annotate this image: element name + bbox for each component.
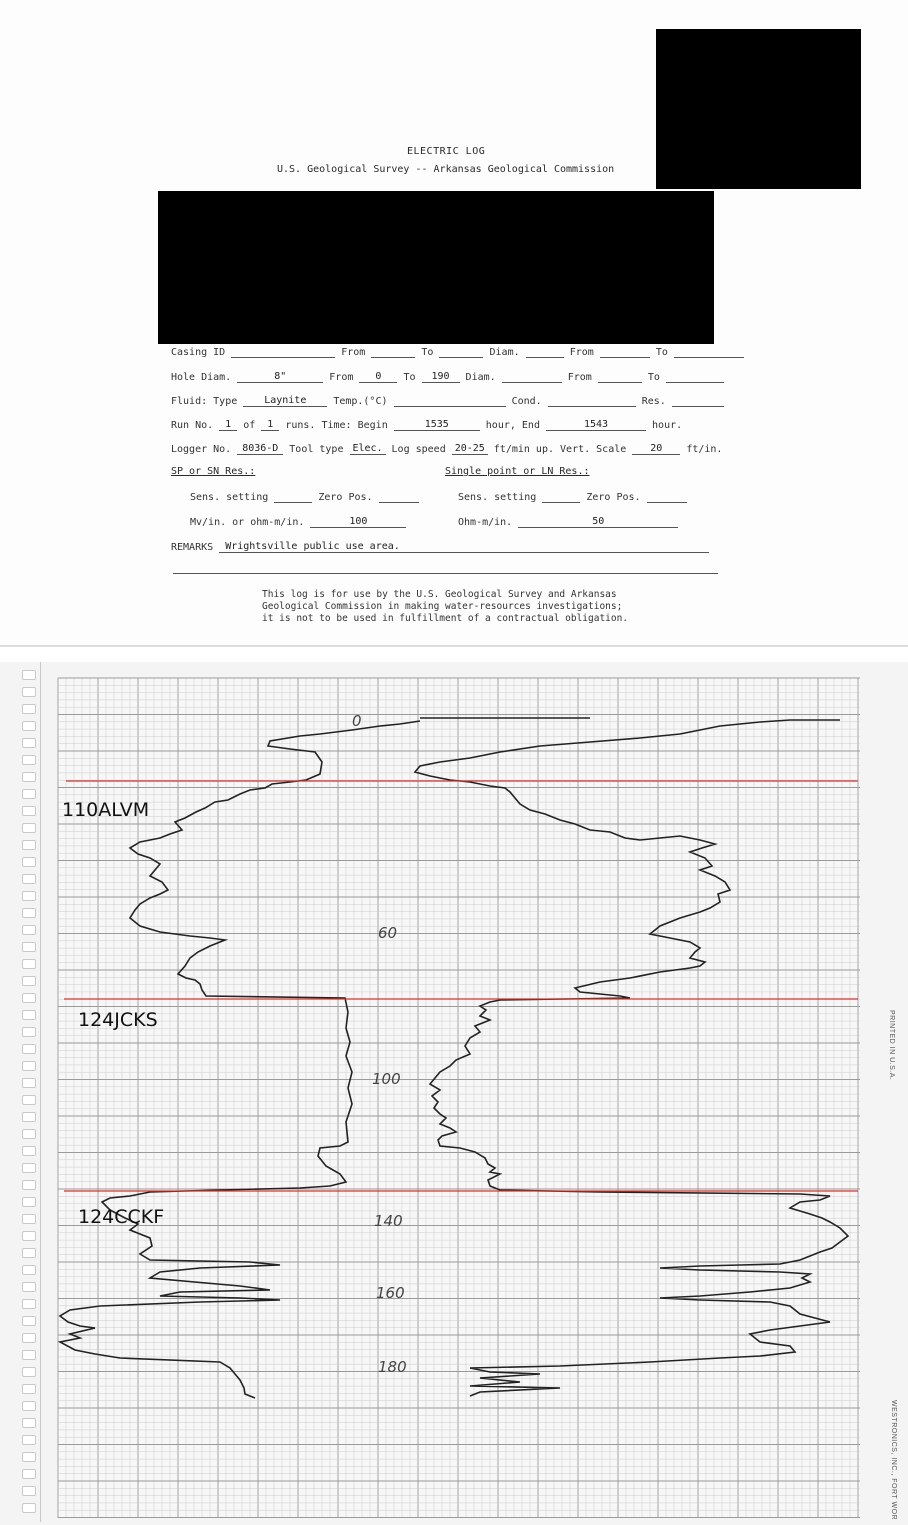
- depth-label: 140: [374, 1212, 403, 1230]
- hole-to2-field: [666, 371, 724, 383]
- casing-to-field: [439, 346, 483, 358]
- hole-diam2-label: Diam.: [465, 372, 496, 383]
- hole-diam-value: 8": [237, 371, 323, 383]
- begin-value: 1535: [394, 419, 480, 431]
- remarks-extra-line: [173, 573, 718, 574]
- depth-label: 180: [378, 1358, 407, 1376]
- casing-to2-label: To: [655, 347, 668, 358]
- tool-label: Tool type: [289, 444, 344, 455]
- temp-field: [394, 395, 506, 407]
- cond-label: Cond.: [511, 396, 542, 407]
- hour-end-label: hour, End: [485, 420, 540, 431]
- disclaimer: [262, 589, 682, 625]
- begin-label: Begin: [357, 420, 388, 431]
- casing-to2-field: [674, 346, 744, 358]
- speed-value: 20-25: [452, 443, 488, 455]
- casing-from-field: [371, 346, 415, 358]
- remarks-label: REMARKS: [171, 542, 214, 553]
- sens-left-row: [190, 491, 419, 503]
- of-value: 1: [261, 419, 279, 431]
- fluid-type-label: Type: [213, 396, 238, 407]
- hole-to2-label: To: [647, 372, 660, 383]
- runs-label: runs.: [285, 420, 316, 431]
- edge-print-text: WESTRONICS, INC., FORT WOR: [890, 1400, 897, 1521]
- casing-id-label: Casing ID: [171, 347, 226, 358]
- casing-from-label: From: [341, 347, 366, 358]
- zero-right-field: [647, 491, 687, 503]
- run-value: 1: [219, 419, 237, 431]
- speed-label: Log speed: [391, 444, 446, 455]
- mv-value: 100: [310, 516, 406, 528]
- sens-left-label: Sens. setting: [190, 492, 269, 503]
- mv-row: [190, 516, 406, 528]
- hole-from2-field: [598, 371, 642, 383]
- tool-value: Elec.: [350, 443, 386, 455]
- depth-label: 60: [378, 924, 398, 942]
- hole-to-value: 190: [422, 371, 460, 383]
- run-label: Run No.: [171, 420, 214, 431]
- vscale-label: Vert. Scale: [560, 444, 627, 455]
- speed-unit: ft/min up.: [493, 444, 554, 455]
- hole-to-label: To: [403, 372, 416, 383]
- zero-right-label: Zero Pos.: [586, 492, 641, 503]
- sens-right-row: [458, 491, 687, 503]
- formation-label-alluvium: 110ALVM: [62, 799, 150, 821]
- hole-diam2-field: [502, 371, 562, 383]
- logger-label: Logger No.: [171, 444, 232, 455]
- casing-diam-field: [526, 346, 564, 358]
- casing-row: [171, 346, 744, 358]
- casing-from2-field: [600, 346, 650, 358]
- res-label: Res.: [641, 396, 666, 407]
- hole-from-label: From: [329, 372, 354, 383]
- zero-left-field: [379, 491, 419, 503]
- edge-print-text: PRINTED IN U.S.A.: [888, 1010, 895, 1081]
- remarks-value: Wrightsville public use area.: [219, 541, 709, 553]
- casing-id-field: [231, 346, 335, 358]
- disclaimer-line: it is not to be used in fulfillment of a contractual obligation.: [262, 613, 629, 624]
- fluid-row: [171, 395, 724, 407]
- casing-to-label: To: [421, 347, 434, 358]
- sp-heading: SP or SN Res.:: [171, 466, 256, 477]
- res-field: [672, 395, 724, 407]
- casing-from2-label: From: [569, 347, 594, 358]
- formation-label-cockfield: 124CCKF: [78, 1206, 165, 1228]
- single-point-heading: Single point or LN Res.:: [445, 466, 590, 477]
- log-chart: [0, 662, 908, 1525]
- cond-field: [548, 395, 636, 407]
- fold-line: [0, 645, 908, 647]
- temp-label: Temp.(°C): [333, 396, 388, 407]
- hole-diam-label: Hole Diam.: [171, 372, 232, 383]
- casing-diam-label: Diam.: [489, 347, 520, 358]
- zero-left-label: Zero Pos.: [318, 492, 373, 503]
- formation-label-jackson: 124JCKS: [78, 1009, 158, 1031]
- logger-value: 8036-D: [237, 443, 283, 455]
- vscale-unit: ft/in.: [686, 444, 723, 455]
- redaction-box: [158, 191, 714, 344]
- hole-row: [171, 371, 724, 383]
- depth-label: 160: [376, 1284, 405, 1302]
- disclaimer-line: This log is for use by the U.S. Geological Survey and Arkansas: [262, 589, 617, 600]
- run-row: [171, 419, 682, 431]
- log-title: ELECTRIC LOG: [407, 146, 486, 157]
- depth-label: 100: [372, 1070, 401, 1088]
- of-label: of: [243, 420, 256, 431]
- remarks-row: [171, 541, 709, 553]
- log-subtitle: U.S. Geological Survey -- Arkansas Geological Commission: [277, 164, 615, 175]
- fluid-type-value: Laynite: [243, 395, 327, 407]
- redaction-box: [656, 29, 861, 189]
- hole-from2-label: From: [567, 372, 592, 383]
- sens-left-field: [274, 491, 312, 503]
- hour-label: hour.: [652, 420, 683, 431]
- vscale-value: 20: [632, 443, 680, 455]
- fluid-label: Fluid:: [171, 396, 208, 407]
- end-value: 1543: [546, 419, 646, 431]
- sens-right-field: [542, 491, 580, 503]
- sens-right-label: Sens. setting: [458, 492, 537, 503]
- ohm-row: [458, 516, 678, 528]
- mv-label: Mv/in. or ohm-m/in.: [190, 517, 305, 528]
- ohm-value: 50: [518, 516, 678, 528]
- ohm-label: Ohm-m/in.: [458, 517, 513, 528]
- time-label: Time:: [321, 420, 352, 431]
- disclaimer-line: Geological Commission in making water-resources investigations;: [262, 601, 623, 612]
- logger-row: [171, 443, 722, 455]
- hole-from-value: 0: [359, 371, 397, 383]
- depth-label: 0: [352, 712, 362, 730]
